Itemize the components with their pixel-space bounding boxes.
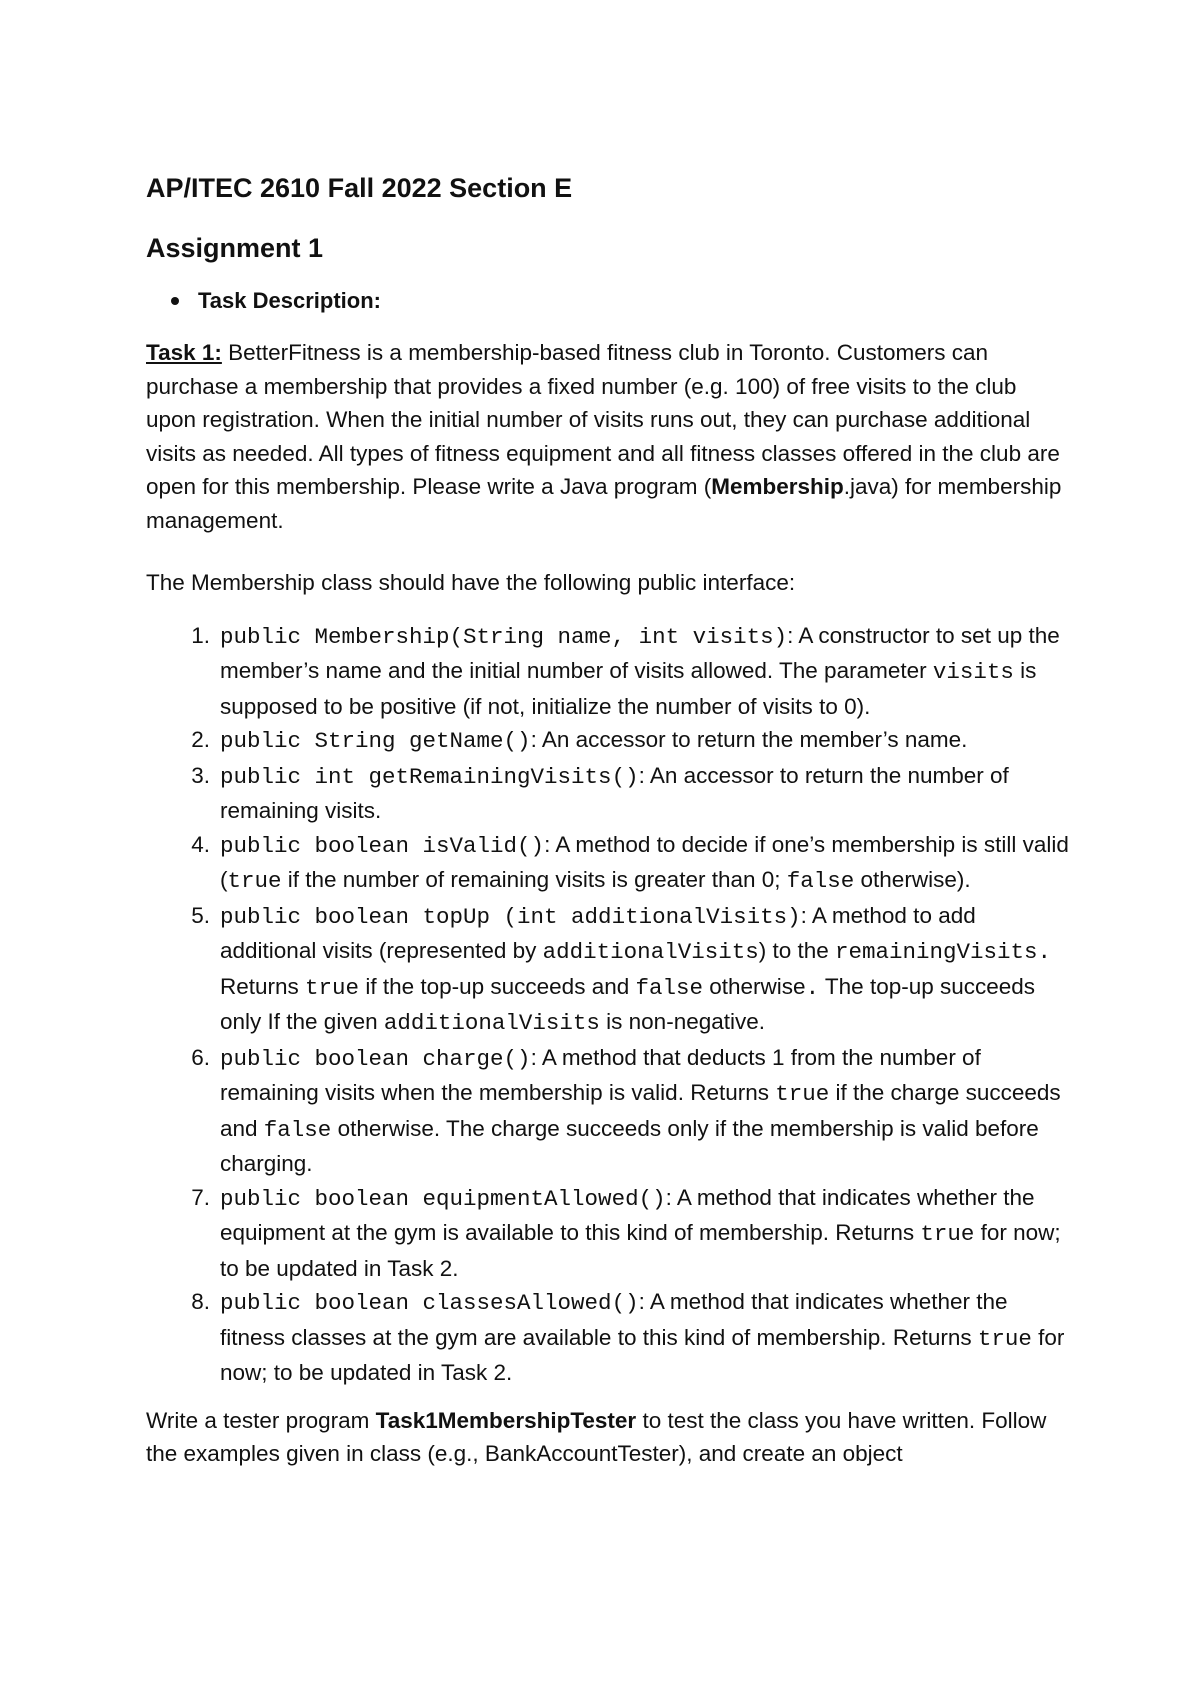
- closing-text: Write a tester program: [146, 1407, 376, 1433]
- code-fragment: .: [805, 974, 820, 1001]
- method-list-item: [146, 1285, 1071, 1390]
- task1-label: Task 1:: [146, 340, 222, 365]
- task-description-heading: Task Description:: [198, 288, 381, 313]
- course-title: AP/ITEC 2610 Fall 2022 Section E: [146, 173, 573, 203]
- code-fragment: true: [977, 1325, 1032, 1352]
- code-fragment: true: [775, 1081, 830, 1107]
- description-text: The top-up succeeds only If the given: [220, 973, 1036, 1034]
- method-list-item: [146, 1041, 1071, 1181]
- tester-class-name: Task1MembershipTester: [375, 1407, 637, 1433]
- description-text: : A method to add additional visits (represented by: [220, 902, 976, 963]
- method-list-item: [146, 828, 1071, 899]
- task-description-bullet: [146, 284, 1071, 318]
- code-fragment: public boolean topUp (int additionalVisits): [220, 903, 801, 930]
- document-content: [146, 168, 1071, 1471]
- description-text: for now; to be updated in Task 2.: [220, 1324, 1065, 1385]
- code-fragment: false: [786, 868, 855, 894]
- code-fragment: public int getRemainingVisits(): [220, 763, 639, 790]
- code-fragment: public boolean charge(): [220, 1045, 531, 1072]
- description-text: : A constructor to set up the member’s name and the initial number of visits allowed. The parameter: [220, 622, 1060, 683]
- code-fragment: additionalVisits: [383, 1010, 600, 1036]
- description-text: if the number of remaining visits is greater than 0;: [281, 867, 787, 892]
- bullet-icon: [171, 297, 179, 305]
- description-text: : A method that indicates whether the fitness classes at the gym are available to this kind of membership. Returns: [220, 1289, 1008, 1350]
- description-text: is non-negative.: [599, 1009, 766, 1034]
- task1-text-end: .java) for membership management.: [146, 474, 1062, 533]
- assignment-title: Assignment 1: [146, 233, 324, 263]
- list-item-number: 5.: [191, 902, 210, 928]
- task1-class-name: Membership: [711, 474, 844, 499]
- list-item-number: 2.: [191, 727, 210, 752]
- description-text: if the top-up succeeds and: [359, 973, 636, 999]
- code-fragment: true: [920, 1221, 975, 1247]
- interface-intro: The Membership class should have the following public interface:: [146, 570, 796, 595]
- description-text: otherwise. The charge succeeds only if the membership is valid before charging.: [220, 1115, 1039, 1176]
- description-text: ) to the: [758, 938, 836, 963]
- method-list: [146, 619, 1071, 1390]
- code-fragment: additionalVisits: [542, 939, 759, 965]
- task1-text: BetterFitness is a membership-based fitness club in Toronto. Customers can purchase a membership that provides a fixed number (e.g. 100) of free visits to the club upon registration. When the initial number of visits runs out, they can purchase additional visits as needed. All types of fitness equipment and all fitness classes offered in the club are open for this membership. Please write a Java program (: [146, 340, 1060, 499]
- description-text: : A method that deducts 1 from the number of remaining visits when the membership is valid. Returns: [220, 1044, 981, 1105]
- description-text: otherwise: [703, 973, 806, 999]
- method-list-item: [146, 619, 1071, 724]
- code-fragment: public boolean isValid(): [220, 832, 545, 859]
- description-text: : An accessor to return the number of remaining visits.: [220, 762, 1009, 823]
- code-fragment: true: [305, 974, 360, 1001]
- list-item-number: 6.: [191, 1044, 210, 1070]
- code-fragment: false: [635, 974, 704, 1001]
- list-item-number: 8.: [191, 1289, 210, 1314]
- method-list-item: [146, 759, 1071, 828]
- description-text: is supposed to be positive (if not, initialize the number of visits to 0).: [220, 658, 1037, 719]
- code-fragment: false: [263, 1116, 332, 1143]
- description-text: if the charge succeeds and: [220, 1080, 1061, 1141]
- list-item-number: 1.: [191, 622, 210, 648]
- description-text: Returns: [220, 973, 306, 999]
- list-item-number: 3.: [191, 762, 210, 788]
- description-text: : A method that indicates whether the equipment at the gym is available to this kind of membership. Returns: [220, 1184, 1035, 1245]
- list-item-number: 4.: [191, 831, 210, 857]
- code-fragment: public boolean classesAllowed(): [220, 1290, 639, 1316]
- method-list-item: [146, 899, 1071, 1041]
- method-list-item: [146, 723, 1071, 759]
- list-item-number: 7.: [191, 1184, 210, 1210]
- code-fragment: visits: [932, 659, 1014, 685]
- code-fragment: remainingVisits.: [835, 939, 1052, 965]
- description-text: otherwise).: [854, 867, 971, 892]
- task1-paragraph: [146, 336, 1071, 537]
- closing-text-end: to test the class you have written. Follow the examples given in class (e.g., BankAccountTester), and create an object: [146, 1407, 1047, 1466]
- description-text: : An accessor to return the member’s name.: [530, 727, 968, 752]
- code-fragment: true: [227, 868, 282, 894]
- description-text: for now; to be updated in Task 2.: [220, 1220, 1061, 1281]
- description-text: : A method to decide if one’s membership is still valid (: [220, 831, 1069, 892]
- code-fragment: public Membership(String name, int visits): [220, 623, 788, 650]
- method-list-item: [146, 1181, 1071, 1286]
- code-fragment: public boolean equipmentAllowed(): [220, 1185, 666, 1212]
- code-fragment: public String getName(): [220, 728, 531, 754]
- closing-paragraph: [146, 1404, 1071, 1471]
